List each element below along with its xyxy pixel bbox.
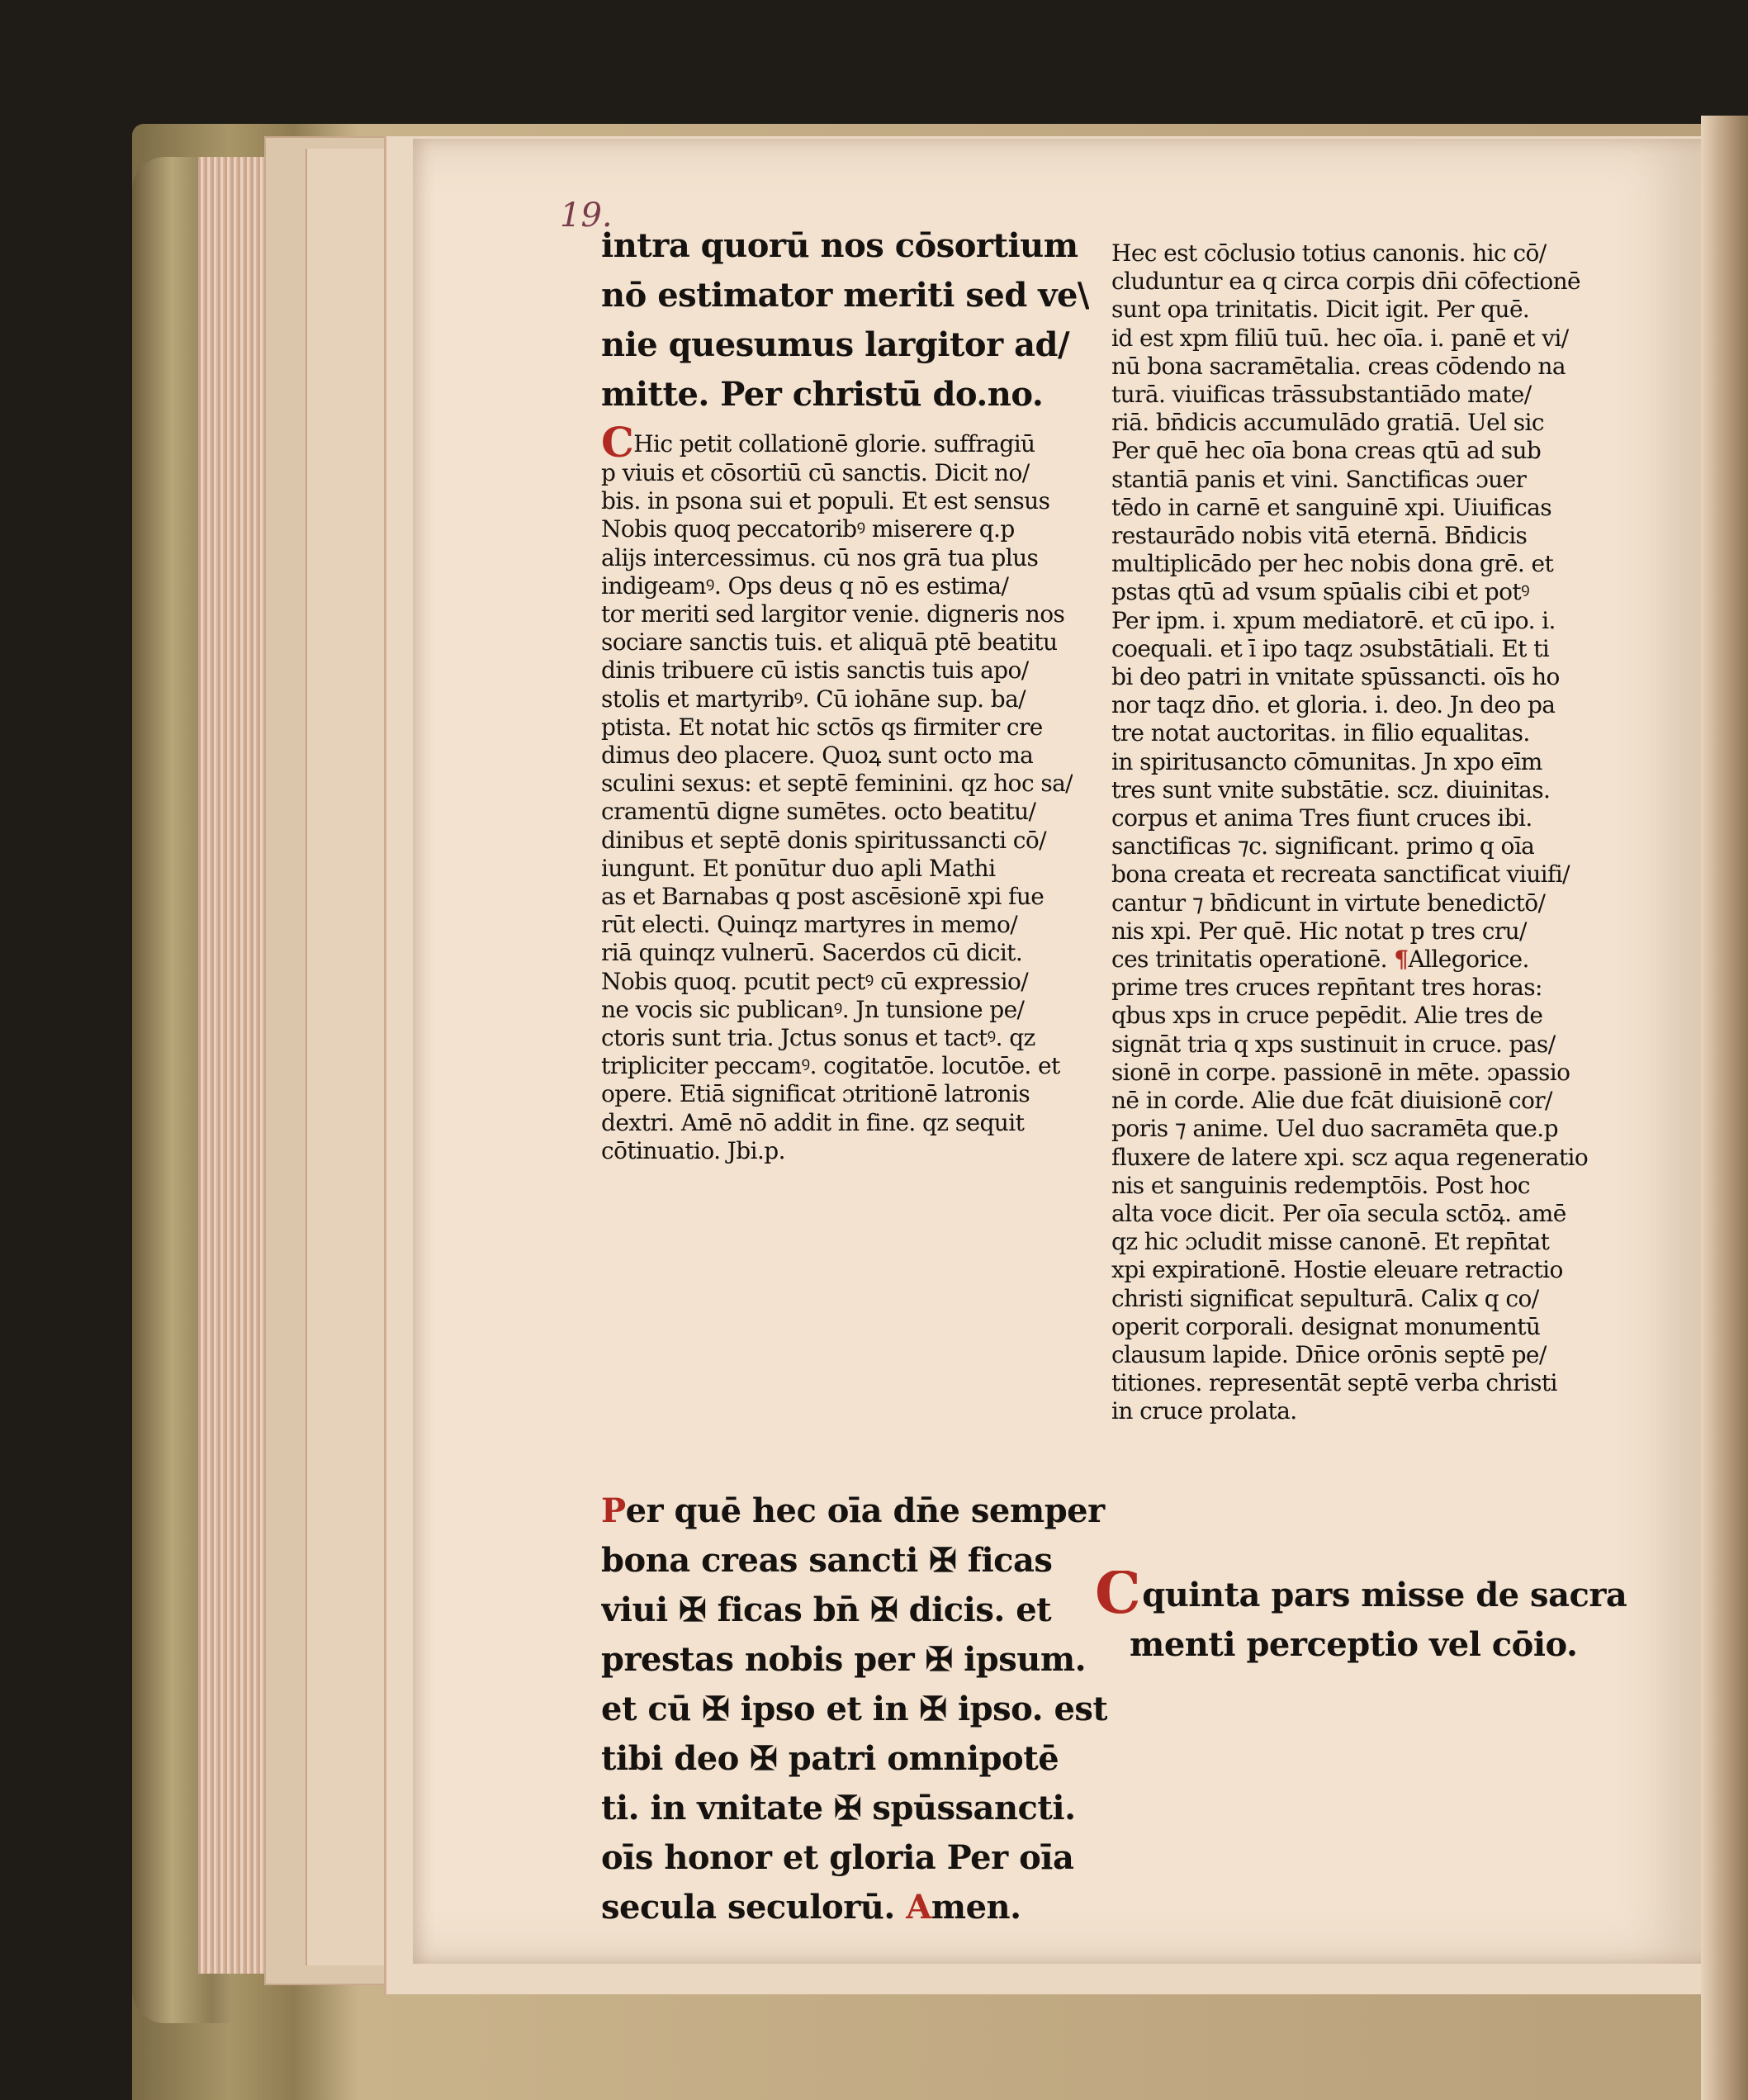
line-text: quinta pars misse de sacra: [1142, 1576, 1627, 1614]
text-line: indigeamꝰ. Ops deus q nō es estima/: [601, 571, 1009, 600]
text-line: intra quorū nos cōsortium: [601, 226, 1078, 265]
book-gutter: [1701, 116, 1748, 2100]
text-line: oīs honor et gloria Per oīa: [601, 1838, 1074, 1877]
text-line: operit corporali. designat monumentū: [1111, 1312, 1541, 1340]
text-line: tibi deo ✠ patri omnipotē: [601, 1739, 1059, 1778]
text-line: menti perceptio vel cōio.: [1130, 1625, 1578, 1664]
text-line: [1095, 1571, 1627, 1620]
text-line: ptista. Et notat hic sctōs qs firmiter cre: [601, 713, 1043, 741]
text-line: nis xpi. Per quē. Hic notat p tres cru/: [1111, 917, 1527, 945]
text-line: in cruce prolata.: [1111, 1397, 1297, 1425]
text-line: bi deo patri in vnitate spūssancti. oīs ho: [1111, 663, 1560, 691]
text-line: Hec est cōclusio totius canonis. hic cō/: [1111, 239, 1547, 267]
text-line: turā. viuificas trāssubstantiādo mate/: [1111, 381, 1532, 409]
text-line: Per ipm. i. xpum mediatorē. et cū ipo. i.: [1111, 606, 1556, 634]
text-line: fluxere de latere xpi. scz aqua regeneratio: [1111, 1143, 1589, 1171]
text-line: riā. bn̄dicis accumulādo gratiā. Uel sic: [1111, 409, 1544, 437]
text-line: ctoris sunt tria. Jctus sonus et tactꝰ. qz: [601, 1024, 1035, 1052]
text-line: nō estimator meriti sed ve\: [601, 276, 1090, 315]
commentary-right: [1111, 239, 1588, 1426]
text-line: titiones. representāt septē verba christi: [1111, 1369, 1557, 1397]
text-line: dinis tribuere cū istis sanctis tuis apo/: [601, 657, 1029, 685]
text-line: pstas qtū ad vsum spūalis cibi et potꝰ: [1111, 578, 1530, 606]
text-line: coequali. et ī ipo taqz ɔsubstātiali. Et ti: [1111, 634, 1550, 662]
text-line: clausum lapide. Dn̄ice orōnis septē pe/: [1111, 1340, 1547, 1368]
text-line: qz hic ɔcludit misse canonē. Et repn̄tat: [1111, 1228, 1550, 1256]
text-line: nor taqz dn̄o. et gloria. i. deo. Jn deo pa: [1111, 691, 1556, 719]
text-line: viui ✠ ficas bn̄ ✠ dicis. et: [601, 1590, 1052, 1629]
text-line: rūt electi. Quinqz martyres in memo/: [601, 911, 1018, 939]
text-line: sunt opa trinitatis. Dicit igit. Per quē.: [1111, 296, 1530, 324]
text-line: [601, 1486, 1107, 1536]
text-line: signāt tria q xps sustinuit in cruce. pas/: [1111, 1030, 1556, 1058]
text-line: tres sunt vnite substātie. scz. diuinitas.: [1111, 775, 1551, 803]
text-line: et cū ✠ ipso et in ✠ ipso. est: [601, 1690, 1108, 1728]
rubricated-initial: C: [601, 426, 634, 459]
line-text: er quē hec oīa dn̄e semper: [625, 1491, 1105, 1530]
rubricated-initial: C: [1095, 1571, 1141, 1620]
text-line: xpi expirationē. Hostie eleuare retractio: [1111, 1256, 1563, 1284]
text-line: bona creas sancti ✠ ficas: [601, 1541, 1053, 1580]
text-line: cantur ⁊ bn̄dicunt in virtute benedictō/: [1111, 889, 1546, 917]
text-line: sanctificas ⁊c. significant. primo q oīa: [1111, 832, 1535, 860]
text-line: prestas nobis per ✠ ipsum.: [601, 1640, 1087, 1679]
text-line: poris ⁊ anime. Uel duo sacramēta que.p: [1111, 1115, 1558, 1143]
text-line: sionē in corpe. passionē in mēte. ɔpassio: [1111, 1058, 1570, 1086]
text-line: alta voce dicit. Per oīa secula sctōꝝ. amē: [1111, 1199, 1566, 1227]
rubricated-initial: P: [601, 1491, 626, 1530]
line-text: Hic petit collationē glorie. suffragiū: [633, 430, 1035, 457]
line-text: men.: [931, 1888, 1021, 1927]
text-line: cōtinuatio. Jbi.p.: [601, 1136, 785, 1164]
text-line: cramentū digne sumētes. octo beatitu/: [601, 798, 1036, 826]
line-text: secula seculorū.: [601, 1888, 907, 1927]
text-line: tripliciter peccamꝰ. cogitatōe. locutōe. et: [601, 1052, 1060, 1080]
text-line: restaurādo nobis vitā eternā. Bn̄dicis: [1111, 522, 1528, 550]
text-line: ti. in vnitate ✠ spūssancti.: [601, 1789, 1076, 1827]
text-line: id est xpm filiū tuū. hec oīa. i. panē et vi/: [1111, 324, 1569, 352]
text-line: riā quinqz vulnerū. Sacerdos cū dicit.: [601, 939, 1023, 967]
text-line: Nobis quoq peccatoribꝰ miserere q.p: [601, 515, 1015, 543]
text-line: dinibus et septē donis spiritussancti cō/: [601, 826, 1046, 854]
text-line: cluduntur ea q circa corpis dn̄i cōfectionē: [1111, 268, 1581, 296]
text-line: nū bona sacramētalia. creas cōdendo na: [1111, 352, 1566, 380]
text-line: p viuis et cōsortiū cū sanctis. Dicit no/: [601, 459, 1030, 486]
paragraph-mark: ¶: [1394, 946, 1409, 974]
text-line: [1111, 946, 1588, 974]
text-line: prime tres cruces repn̄tant tres horas:: [1111, 974, 1542, 1002]
folio-number: 19.: [560, 197, 613, 235]
text-line: corpus et anima Tres fiunt cruces ibi.: [1111, 804, 1532, 832]
text-line: iungunt. Et ponūtur duo apli Mathi: [601, 854, 996, 882]
commentary-left: [601, 426, 1073, 1165]
text-line: bona creata et recreata sanctificat viuifi/: [1111, 860, 1570, 889]
text-line: sculini sexus: et septē feminini. qz hoc sa/: [601, 770, 1073, 798]
text-line: nē in corde. Alie due fcāt diuisionē cor/: [1111, 1087, 1552, 1115]
line-text: ces trinitatis operationē.: [1111, 946, 1395, 974]
text-line: [601, 1883, 1107, 1932]
rubricated-initial: A: [906, 1888, 931, 1927]
text-line: ne vocis sic publicanꝰ. Jn tunsione pe/: [601, 995, 1025, 1023]
text-line: dextri. Amē nō addit in fine. qz sequit: [601, 1108, 1025, 1136]
text-line: as et Barnabas q post ascēsionē xpi fue: [601, 883, 1045, 911]
text-line: opere. Etiā significat ɔtritionē latronis: [601, 1080, 1030, 1108]
text-line: stantiā panis et vini. Sanctificas ɔuer: [1111, 465, 1527, 493]
text-line: tor meriti sed largitor venie. digneris nos: [601, 600, 1065, 628]
text-line: nis et sanguinis redemptōis. Post hoc: [1111, 1171, 1530, 1199]
text-line: in spiritusancto cōmunitas. Jn xpo eīm: [1111, 747, 1542, 775]
text-line: mitte. Per christū do.no.: [601, 375, 1044, 414]
text-line: tre notat auctoritas. in filio equalitas.: [1111, 719, 1530, 747]
line-text: Allegorice.: [1408, 946, 1529, 974]
doxology: [601, 1486, 1107, 1932]
text-line: bis. in psona sui et populi. Et est sensus: [601, 487, 1050, 515]
text-line: qbus xps in cruce pepēdit. Alie tres de: [1111, 1002, 1543, 1030]
text-line: christi significat sepulturā. Calix q co/: [1111, 1284, 1539, 1312]
text-line: sociare sanctis tuis. et aliquā ptē beatitu: [601, 628, 1058, 657]
text-line: Per quē hec oīa bona creas qtū ad sub: [1111, 437, 1542, 465]
text-line: alijs intercessimus. cū nos grā tua plus: [601, 543, 1039, 571]
text-line: dimus deo placere. Quoꝝ sunt octo ma: [601, 742, 1034, 770]
text-line: nie quesumus largitor ad/: [601, 325, 1070, 364]
text-line: multiplicādo per hec nobis dona grē. et: [1111, 550, 1554, 578]
text-line: Nobis quoq. pcutit pectꝰ cū expressio/: [601, 967, 1029, 995]
text-line: tēdo in carnē et sanguinē xpi. Uiuificas: [1111, 493, 1551, 521]
prayer-end: [601, 221, 1089, 420]
text-line: [601, 426, 1073, 459]
text-line: stolis et martyribꝰ. Cū iohāne sup. ba/: [601, 685, 1026, 713]
section-heading: [1095, 1571, 1627, 1670]
